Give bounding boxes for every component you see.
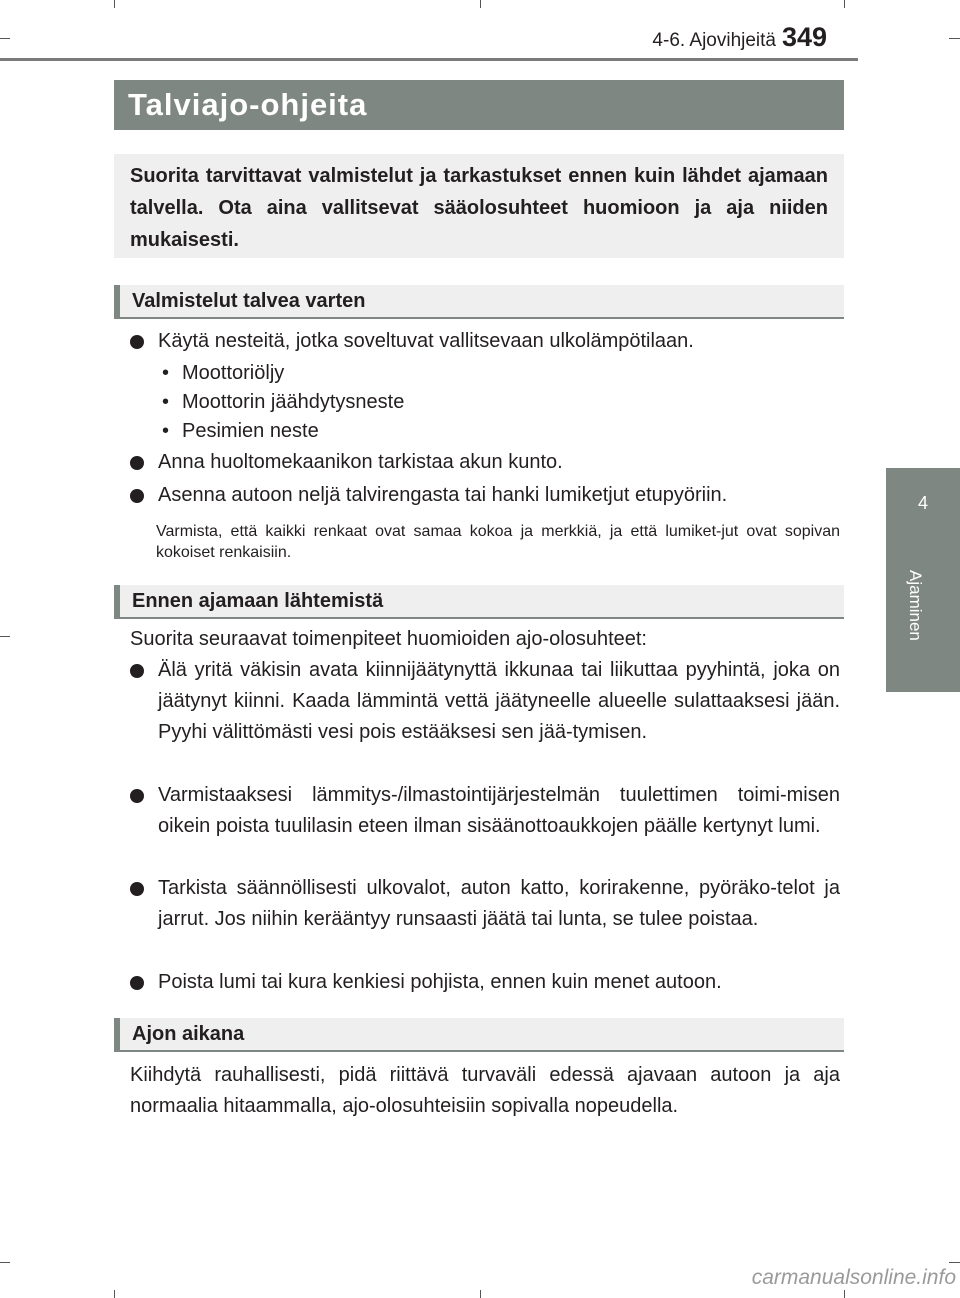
section-heading-while-driving: Ajon aikana (114, 1018, 844, 1052)
chapter-tab-label: Ajaminen (906, 570, 925, 641)
crop-mark (949, 38, 960, 39)
bullet-text: Asenna autoon neljä talvirengasta tai hanki lumiketjut etupyöriin. (158, 484, 728, 506)
bullet-text: Anna huoltomekaanikon tarkistaa akun kunto. (158, 451, 563, 473)
bullet-text: Varmistaaksesi lämmitys-/ilmastointijärjestelmän tuulettimen toimi-misen oikein poista tuulilasin eteen ilman sisäänottoaukkojen päälle kertynyt lumi. (158, 784, 840, 837)
bullet-icon (130, 456, 144, 470)
sub-list-item (162, 416, 319, 446)
crop-mark (114, 0, 115, 8)
note-text: Varmista, että kaikki renkaat ovat samaa kokoa ja merkkiä, ja että lumiket-jut ovat sopivan kokoiset renkaisiin. (156, 523, 840, 561)
crop-mark (844, 1290, 845, 1298)
section-body-text: Kiihdytä rauhallisesti, pidä riittävä turvaväli edessä ajavaan autoon ja aja normaalia hitaammalla, ajo-olosuhteisiin sopivalla nopeudella. (130, 1064, 840, 1117)
crop-mark (0, 38, 10, 39)
bullet-text: Käytä nesteitä, jotka soveltuvat vallitsevaan ulkolämpötilaan. (158, 330, 694, 352)
sub-bullet-marker: • (162, 420, 170, 442)
sub-list-text: Moottoriöljy (182, 362, 285, 384)
bullet-text: Poista lumi tai kura kenkiesi pohjista, ennen kuin menet autoon. (158, 971, 722, 993)
crop-mark (480, 1290, 481, 1298)
bullet-text: Tarkista säännöllisesti ulkovalot, auton katto, korirakenne, pyöräko-telot ja jarrut. Jos niihin kerääntyy runsaasti jäätä tai lunta, se tulee poistaa. (158, 877, 840, 930)
crop-mark (0, 636, 10, 637)
section-heading-before-driving: Ennen ajamaan lähtemistä (114, 585, 844, 619)
sub-list-item (162, 387, 404, 417)
bullet-icon (130, 976, 144, 990)
list-item (130, 873, 840, 935)
sub-bullet-marker: • (162, 391, 170, 413)
list-item (130, 326, 840, 357)
section-intro-text: Suorita seuraavat toimenpiteet huomioiden ajo-olosuhteet: (130, 628, 647, 650)
bullet-icon (130, 489, 144, 503)
sub-bullet-marker: • (162, 362, 170, 384)
intro-text: Suorita tarvittavat valmistelut ja tarkastukset ennen kuin lähdet ajamaan talvella. Ota aina vallitsevat sääolosuhteet huomioon ja aja niiden mukaisesti. (130, 165, 828, 251)
section-heading-preparations: Valmistelut talvea varten (114, 285, 844, 319)
sub-list-item (162, 358, 284, 388)
page-title: Talviajo-ohjeita (114, 80, 844, 130)
chapter-tab-number: 4 (917, 493, 928, 513)
list-item (130, 967, 840, 998)
list-item (130, 480, 840, 511)
bullet-icon (130, 882, 144, 896)
list-item (130, 780, 840, 842)
crop-mark (0, 1262, 10, 1263)
bullet-icon (130, 664, 144, 678)
running-header-section: 4-6. Ajovihjeitä (652, 30, 776, 51)
crop-mark (480, 0, 481, 8)
crop-mark (114, 1290, 115, 1298)
header-rule (0, 58, 858, 61)
bullet-icon (130, 335, 144, 349)
sub-list-text: Moottorin jäähdytysneste (182, 391, 405, 413)
bullet-icon (130, 789, 144, 803)
sub-list-text: Pesimien neste (182, 420, 319, 442)
watermark-text: carmanualsonline.info (751, 1266, 956, 1289)
crop-mark (844, 0, 845, 8)
bullet-text: Älä yritä väkisin avata kiinnijäätynyttä ikkunaa tai liikuttaa pyyhintä, joka on jäätynyt kiinni. Kaada lämmintä vettä jäätyneelle alueelle sulattaaksesi jään. Pyyhi välittömästi vesi pois estääksesi sen jää-tymisen. (158, 659, 840, 743)
crop-mark (949, 1262, 960, 1263)
intro-box (114, 154, 844, 258)
list-item (130, 447, 840, 478)
page-number: 349 (782, 22, 828, 52)
list-item (130, 655, 840, 748)
